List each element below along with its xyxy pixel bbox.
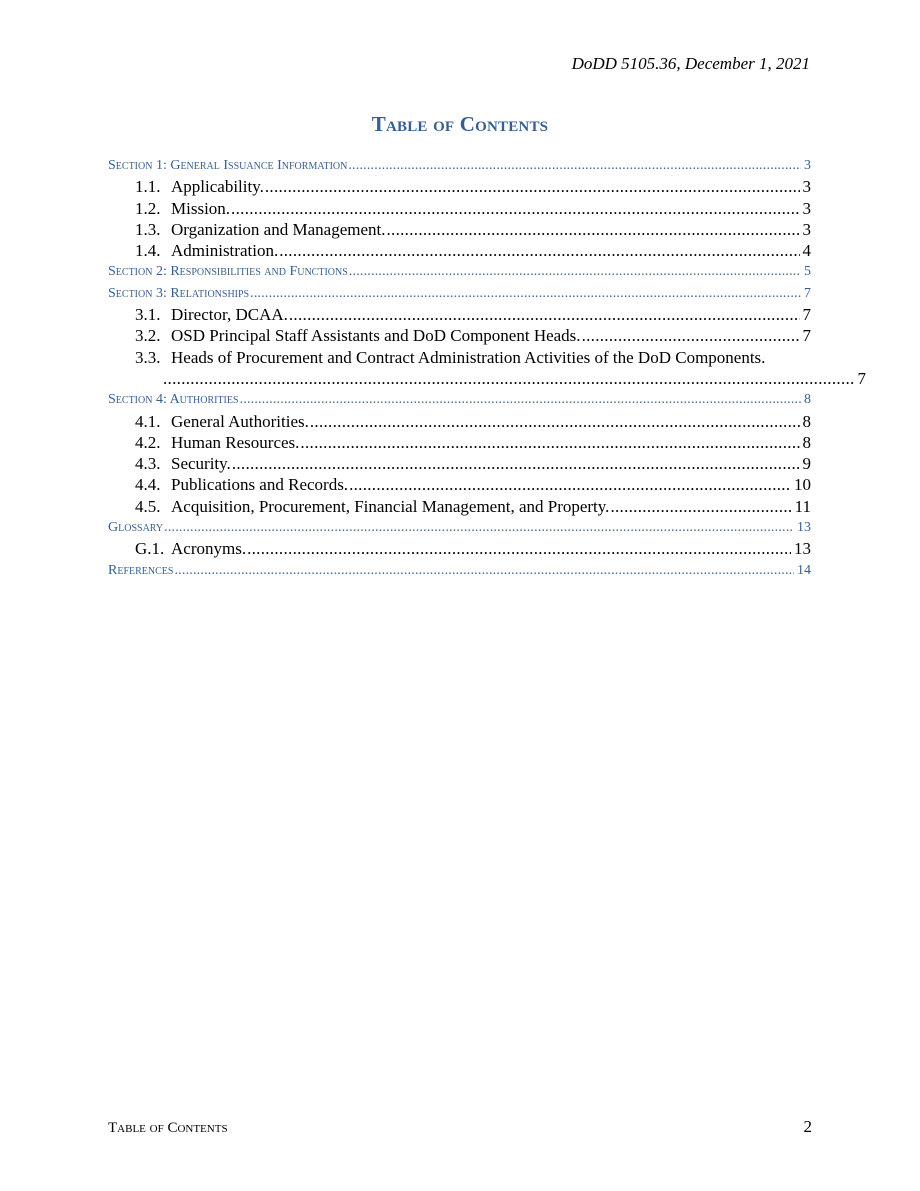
- toc-subsection-link[interactable]: [108, 432, 811, 453]
- toc-page-number: 11: [794, 496, 811, 516]
- toc-page-number: 13: [794, 539, 811, 559]
- dot-leader: [386, 219, 799, 240]
- toc-subsection-link[interactable]: [108, 474, 811, 495]
- toc-subsection-link[interactable]: [108, 219, 811, 240]
- dot-leader: [164, 517, 794, 538]
- toc-section-link[interactable]: [108, 389, 811, 410]
- toc-section-title: Glossary: [108, 520, 164, 536]
- toc-subsection-title: Administration.: [171, 241, 279, 261]
- toc-subsection-link[interactable]: [108, 176, 811, 197]
- dot-leader: [289, 304, 800, 325]
- toc-subsection-link[interactable]: [108, 347, 866, 390]
- toc-page-number: 3: [802, 219, 811, 239]
- toc-subsection-link[interactable]: [108, 538, 811, 559]
- toc-page-number: 8: [802, 432, 811, 452]
- toc-subsection-title: OSD Principal Staff Assistants and DoD Component Heads.: [171, 326, 581, 346]
- toc-section-title: References: [108, 562, 174, 578]
- toc-subsection-title: Acquisition, Procurement, Financial Management, and Property.: [171, 496, 610, 516]
- toc-page-number: 7: [857, 368, 866, 388]
- toc-subsection-number: 4.4.: [135, 475, 161, 495]
- toc-section-link[interactable]: [108, 517, 811, 538]
- dot-leader: [582, 325, 800, 346]
- toc-page-number: 8: [804, 392, 811, 408]
- toc-subsection-number: 4.5.: [135, 496, 161, 516]
- toc-page-number: 8: [802, 411, 811, 431]
- toc-page-number: 10: [794, 475, 811, 495]
- toc-subsection-number: 4.3.: [135, 454, 161, 474]
- dot-leader: [163, 368, 855, 389]
- toc-page-number: 4: [802, 241, 811, 261]
- dot-leader: [250, 283, 801, 304]
- toc-subsection-title: Organization and Management.: [171, 219, 386, 239]
- toc-page-number: 5: [804, 264, 811, 280]
- dot-leader: [174, 560, 794, 581]
- toc-page-number: 13: [797, 520, 811, 536]
- dot-leader: [247, 538, 791, 559]
- toc-subsection-number: 1.2.: [135, 198, 161, 218]
- toc-page-number: 7: [804, 285, 811, 301]
- dot-leader: [231, 198, 799, 219]
- toc-page-number: 14: [797, 562, 811, 578]
- toc-subsection-title: Security.: [171, 454, 231, 474]
- dot-leader: [240, 389, 801, 410]
- toc-section-link[interactable]: [108, 261, 811, 282]
- toc-page-number: 7: [802, 305, 811, 325]
- toc-subsection-number: 1.4.: [135, 241, 161, 261]
- dot-leader: [265, 176, 800, 197]
- toc-subsection-number: G.1.: [135, 539, 165, 559]
- toc-section-title: Section 4: Authorities: [108, 392, 239, 408]
- toc-subsection-number: 4.2.: [135, 432, 161, 452]
- toc-subsection-title: Heads of Procurement and Contract Administration Activities of the DoD Components.: [171, 347, 766, 367]
- toc-subsection-link[interactable]: [108, 453, 811, 474]
- toc-subsection-link[interactable]: [108, 411, 811, 432]
- table-of-contents: [108, 155, 866, 581]
- toc-subsection-title: Director, DCAA.: [171, 305, 288, 325]
- toc-section-link[interactable]: [108, 560, 811, 581]
- toc-section-title: Section 2: Responsibilities and Functions: [108, 264, 348, 280]
- dot-leader: [610, 496, 791, 517]
- dot-leader: [349, 474, 791, 495]
- toc-subsection-number: 1.1.: [135, 177, 161, 197]
- toc-subsection-title: Mission.: [171, 198, 231, 218]
- dot-leader: [232, 453, 800, 474]
- footer-section-label: Table of Contents: [108, 1120, 228, 1136]
- dot-leader: [310, 411, 800, 432]
- document-reference: DoDD 5105.36, December 1, 2021: [571, 54, 810, 73]
- toc-page-number: 7: [802, 326, 811, 346]
- toc-subsection-title: Acronyms.: [171, 539, 247, 559]
- toc-subsection-link[interactable]: [108, 198, 811, 219]
- toc-subsection-title: General Authorities.: [171, 411, 309, 431]
- toc-subsection-number: 3.3.: [135, 347, 161, 367]
- footer-page-number: 2: [803, 1117, 812, 1136]
- toc-subsection-link[interactable]: [108, 240, 811, 261]
- toc-subsection-number: 1.3.: [135, 219, 161, 239]
- toc-section-title: Section 3: Relationships: [108, 285, 250, 301]
- page-title: Table of Contents: [371, 112, 549, 136]
- toc-subsection-number: 4.1.: [135, 411, 161, 431]
- toc-subsection-link[interactable]: [108, 304, 811, 325]
- dot-leader: [279, 240, 799, 261]
- toc-page-number: 3: [802, 177, 811, 197]
- toc-subsection-number: 3.1.: [135, 305, 161, 325]
- toc-subsection-title: Human Resources.: [171, 432, 300, 452]
- toc-subsection-link[interactable]: [108, 325, 811, 346]
- toc-subsection-title: Publications and Records.: [171, 475, 349, 495]
- dot-leader: [349, 261, 801, 282]
- toc-subsection-number: 3.2.: [135, 326, 161, 346]
- toc-subsection-link[interactable]: [108, 496, 811, 517]
- toc-subsection-title: Applicability.: [171, 177, 264, 197]
- dot-leader: [300, 432, 799, 453]
- toc-page-number: 9: [802, 454, 811, 474]
- toc-page-number: 3: [804, 158, 811, 173]
- toc-section-title: Section 1: General Issuance Information: [108, 158, 348, 173]
- toc-page-number: 3: [802, 198, 811, 218]
- toc-section-link[interactable]: [108, 155, 811, 176]
- toc-section-link[interactable]: [108, 283, 811, 304]
- dot-leader: [348, 155, 801, 176]
